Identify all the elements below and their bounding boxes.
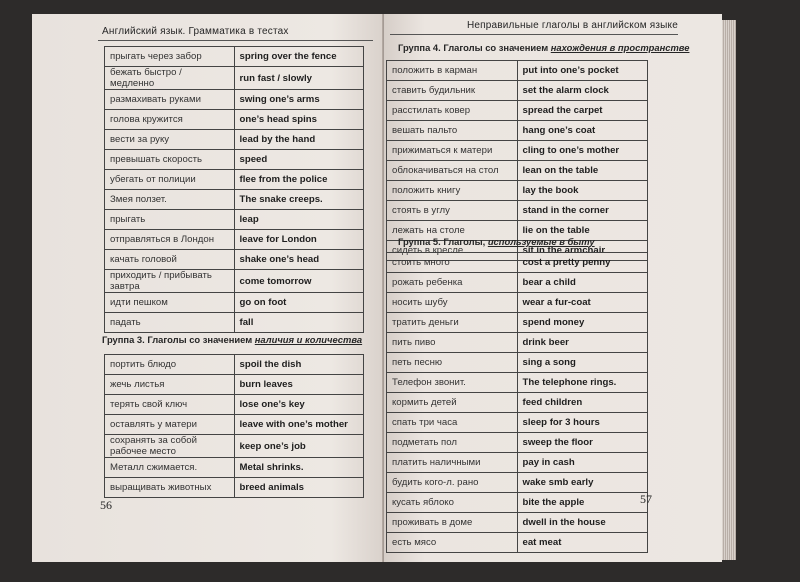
right-head-rule xyxy=(390,34,678,35)
russian-phrase-cell: убегать от полиции xyxy=(105,170,235,190)
english-phrase-cell: stand in the corner xyxy=(517,201,648,221)
left-page-number: 56 xyxy=(100,498,112,512)
english-phrase-cell: lose one’s key xyxy=(234,395,364,415)
group-5-title xyxy=(398,236,595,247)
russian-phrase-cell: рожать ребенка xyxy=(387,273,518,293)
table-row xyxy=(387,201,648,221)
table-row xyxy=(387,513,648,533)
russian-phrase-cell: сидеть в кресле xyxy=(387,241,518,261)
left-head-rule xyxy=(98,40,373,41)
english-phrase-cell: put into one’s pocket xyxy=(517,61,648,81)
english-phrase-cell: sweep the floor xyxy=(517,433,648,453)
table-row xyxy=(387,433,648,453)
verbs-table-group-2 xyxy=(104,46,364,333)
russian-phrase-cell: сохранять за собой рабочее место xyxy=(105,435,235,458)
table-row xyxy=(387,493,648,513)
russian-phrase-cell: вешать пальто xyxy=(387,121,518,141)
right-page-number: 57 xyxy=(640,492,652,506)
russian-phrase-cell: отправляться в Лондон xyxy=(105,230,235,250)
english-phrase-cell: spring over the fence xyxy=(234,47,364,67)
russian-phrase-cell: жечь листья xyxy=(105,375,235,395)
russian-phrase-cell: выращивать животных xyxy=(105,478,235,498)
english-phrase-cell: flee from the police xyxy=(234,170,364,190)
table-row xyxy=(105,250,364,270)
table-row xyxy=(387,161,648,181)
group-4-emphasis: нахождения в пространстве xyxy=(550,42,690,53)
table-row xyxy=(387,313,648,333)
russian-phrase-cell: стоить много xyxy=(387,253,518,273)
russian-phrase-cell: проживать в доме xyxy=(387,513,518,533)
table-row xyxy=(387,473,648,493)
russian-phrase-cell: положить книгу xyxy=(387,181,518,201)
english-phrase-cell: lead by the hand xyxy=(234,130,364,150)
table-row xyxy=(387,141,648,161)
russian-phrase-cell: есть мясо xyxy=(387,533,518,553)
russian-phrase-cell: будить кого-л. рано xyxy=(387,473,518,493)
russian-phrase-cell: прижиматься к матери xyxy=(387,141,518,161)
table-row xyxy=(105,230,364,250)
russian-phrase-cell: спать три часа xyxy=(387,413,518,433)
english-phrase-cell: shake one’s head xyxy=(234,250,364,270)
russian-phrase-cell: пить пиво xyxy=(387,333,518,353)
table-row xyxy=(105,150,364,170)
english-phrase-cell: spend money xyxy=(517,313,648,333)
english-phrase-cell: go on foot xyxy=(234,293,364,313)
verbs-table-group-3 xyxy=(104,354,364,498)
russian-phrase-cell: положить в карман xyxy=(387,61,518,81)
russian-phrase-cell: кормить детей xyxy=(387,393,518,413)
table-row xyxy=(105,210,364,230)
english-phrase-cell: wear a fur-coat xyxy=(517,293,648,313)
english-phrase-cell: come tomorrow xyxy=(234,270,364,293)
table-row xyxy=(105,190,364,210)
table-row xyxy=(387,413,648,433)
right-page xyxy=(384,14,722,562)
group-3-emphasis: наличия и количества xyxy=(254,334,363,345)
english-phrase-cell: feed children xyxy=(517,393,648,413)
russian-phrase-cell: голова кружится xyxy=(105,110,235,130)
russian-phrase-cell: лежать на столе xyxy=(387,221,518,241)
right-running-head: Неправильные глаголы в английском языке xyxy=(466,20,678,31)
russian-phrase-cell: расстилать ковер xyxy=(387,101,518,121)
english-phrase-cell: keep one’s job xyxy=(234,435,364,458)
english-phrase-cell: eat meat xyxy=(517,533,648,553)
english-phrase-cell: lay the book xyxy=(517,181,648,201)
table-row xyxy=(105,355,364,375)
verbs-table-group-5 xyxy=(386,252,648,553)
table-row xyxy=(387,333,648,353)
english-phrase-cell: spoil the dish xyxy=(234,355,364,375)
group-3-title xyxy=(102,334,362,345)
russian-phrase-cell: носить шубу xyxy=(387,293,518,313)
table-row xyxy=(387,253,648,273)
left-page xyxy=(32,14,384,562)
english-phrase-cell: leave for London xyxy=(234,230,364,250)
english-phrase-cell: speed xyxy=(234,150,364,170)
verbs-table-group-4 xyxy=(386,60,648,261)
english-phrase-cell: leave with one’s mother xyxy=(234,415,364,435)
english-phrase-cell: fall xyxy=(234,313,364,333)
english-phrase-cell: set the alarm clock xyxy=(517,81,648,101)
table-row xyxy=(387,81,648,101)
russian-phrase-cell: качать головой xyxy=(105,250,235,270)
russian-phrase-cell: облокачиваться на стол xyxy=(387,161,518,181)
table-row xyxy=(105,415,364,435)
english-phrase-cell: lie on the table xyxy=(517,221,648,241)
russian-phrase-cell: оставлять у матери xyxy=(105,415,235,435)
russian-phrase-cell: Телефон звонит. xyxy=(387,373,518,393)
russian-phrase-cell: подметать пол xyxy=(387,433,518,453)
table-row xyxy=(387,373,648,393)
russian-phrase-cell: портить блюдо xyxy=(105,355,235,375)
group-5-emphasis: используемые в быту xyxy=(487,236,595,247)
table-row xyxy=(105,395,364,415)
english-phrase-cell: dwell in the house xyxy=(517,513,648,533)
russian-phrase-cell: вести за руку xyxy=(105,130,235,150)
english-phrase-cell: sing a song xyxy=(517,353,648,373)
group-5-prefix: Группа 5. Глаголы, xyxy=(398,236,488,247)
table-row xyxy=(105,110,364,130)
russian-phrase-cell: ставить будильник xyxy=(387,81,518,101)
english-phrase-cell: sleep for 3 hours xyxy=(517,413,648,433)
english-phrase-cell: bear a child xyxy=(517,273,648,293)
english-phrase-cell: cling to one’s mother xyxy=(517,141,648,161)
english-phrase-cell: burn leaves xyxy=(234,375,364,395)
russian-phrase-cell: идти пешком xyxy=(105,293,235,313)
left-running-head: Английский язык. Грамматика в тестах xyxy=(102,26,289,37)
russian-phrase-cell: платить наличными xyxy=(387,453,518,473)
table-row xyxy=(387,181,648,201)
english-phrase-cell: lean on the table xyxy=(517,161,648,181)
english-phrase-cell: cost a pretty penny xyxy=(517,253,648,273)
russian-phrase-cell: превышать скорость xyxy=(105,150,235,170)
russian-phrase-cell: прыгать через забор xyxy=(105,47,235,67)
table-row xyxy=(387,121,648,141)
group-3-prefix: Группа 3. Глаголы со значением xyxy=(102,334,255,345)
english-phrase-cell: wake smb early xyxy=(517,473,648,493)
table-row xyxy=(387,353,648,373)
group-4-prefix: Группа 4. Глаголы со значением xyxy=(398,42,551,53)
russian-phrase-cell: размахивать руками xyxy=(105,90,235,110)
english-phrase-cell: pay in cash xyxy=(517,453,648,473)
english-phrase-cell: bite the apple xyxy=(517,493,648,513)
english-phrase-cell: spread the carpet xyxy=(517,101,648,121)
russian-phrase-cell: Металл сжимается. xyxy=(105,458,235,478)
russian-phrase-cell: приходить / прибывать завтра xyxy=(105,270,235,293)
russian-phrase-cell: бежать быстро / медленно xyxy=(105,67,235,90)
english-phrase-cell: Metal shrinks. xyxy=(234,458,364,478)
table-row xyxy=(387,273,648,293)
english-phrase-cell: The telephone rings. xyxy=(517,373,648,393)
russian-phrase-cell: тратить деньги xyxy=(387,313,518,333)
english-phrase-cell: leap xyxy=(234,210,364,230)
table-row xyxy=(387,61,648,81)
english-phrase-cell: one’s head spins xyxy=(234,110,364,130)
russian-phrase-cell: падать xyxy=(105,313,235,333)
table-row xyxy=(105,170,364,190)
english-phrase-cell: run fast / slowly xyxy=(234,67,364,90)
russian-phrase-cell: Змея ползет. xyxy=(105,190,235,210)
table-row xyxy=(387,453,648,473)
page-edges xyxy=(722,20,736,560)
table-row xyxy=(105,313,364,333)
table-row xyxy=(105,130,364,150)
english-phrase-cell: drink beer xyxy=(517,333,648,353)
table-row xyxy=(105,47,364,67)
table-row xyxy=(105,90,364,110)
russian-phrase-cell: прыгать xyxy=(105,210,235,230)
group-4-title xyxy=(398,42,689,53)
russian-phrase-cell: петь песню xyxy=(387,353,518,373)
english-phrase-cell: breed animals xyxy=(234,478,364,498)
table-row xyxy=(105,67,364,90)
table-row xyxy=(387,393,648,413)
table-row xyxy=(105,435,364,458)
table-row xyxy=(387,293,648,313)
russian-phrase-cell: кусать яблоко xyxy=(387,493,518,513)
table-row xyxy=(105,270,364,293)
russian-phrase-cell: стоять в углу xyxy=(387,201,518,221)
table-row xyxy=(105,478,364,498)
english-phrase-cell: hang one’s coat xyxy=(517,121,648,141)
english-phrase-cell: The snake creeps. xyxy=(234,190,364,210)
table-row xyxy=(105,375,364,395)
table-row xyxy=(105,458,364,478)
table-row xyxy=(105,293,364,313)
russian-phrase-cell: терять свой ключ xyxy=(105,395,235,415)
english-phrase-cell: sit in the armchair xyxy=(517,241,648,261)
table-row xyxy=(387,101,648,121)
table-row xyxy=(387,533,648,553)
english-phrase-cell: swing one’s arms xyxy=(234,90,364,110)
